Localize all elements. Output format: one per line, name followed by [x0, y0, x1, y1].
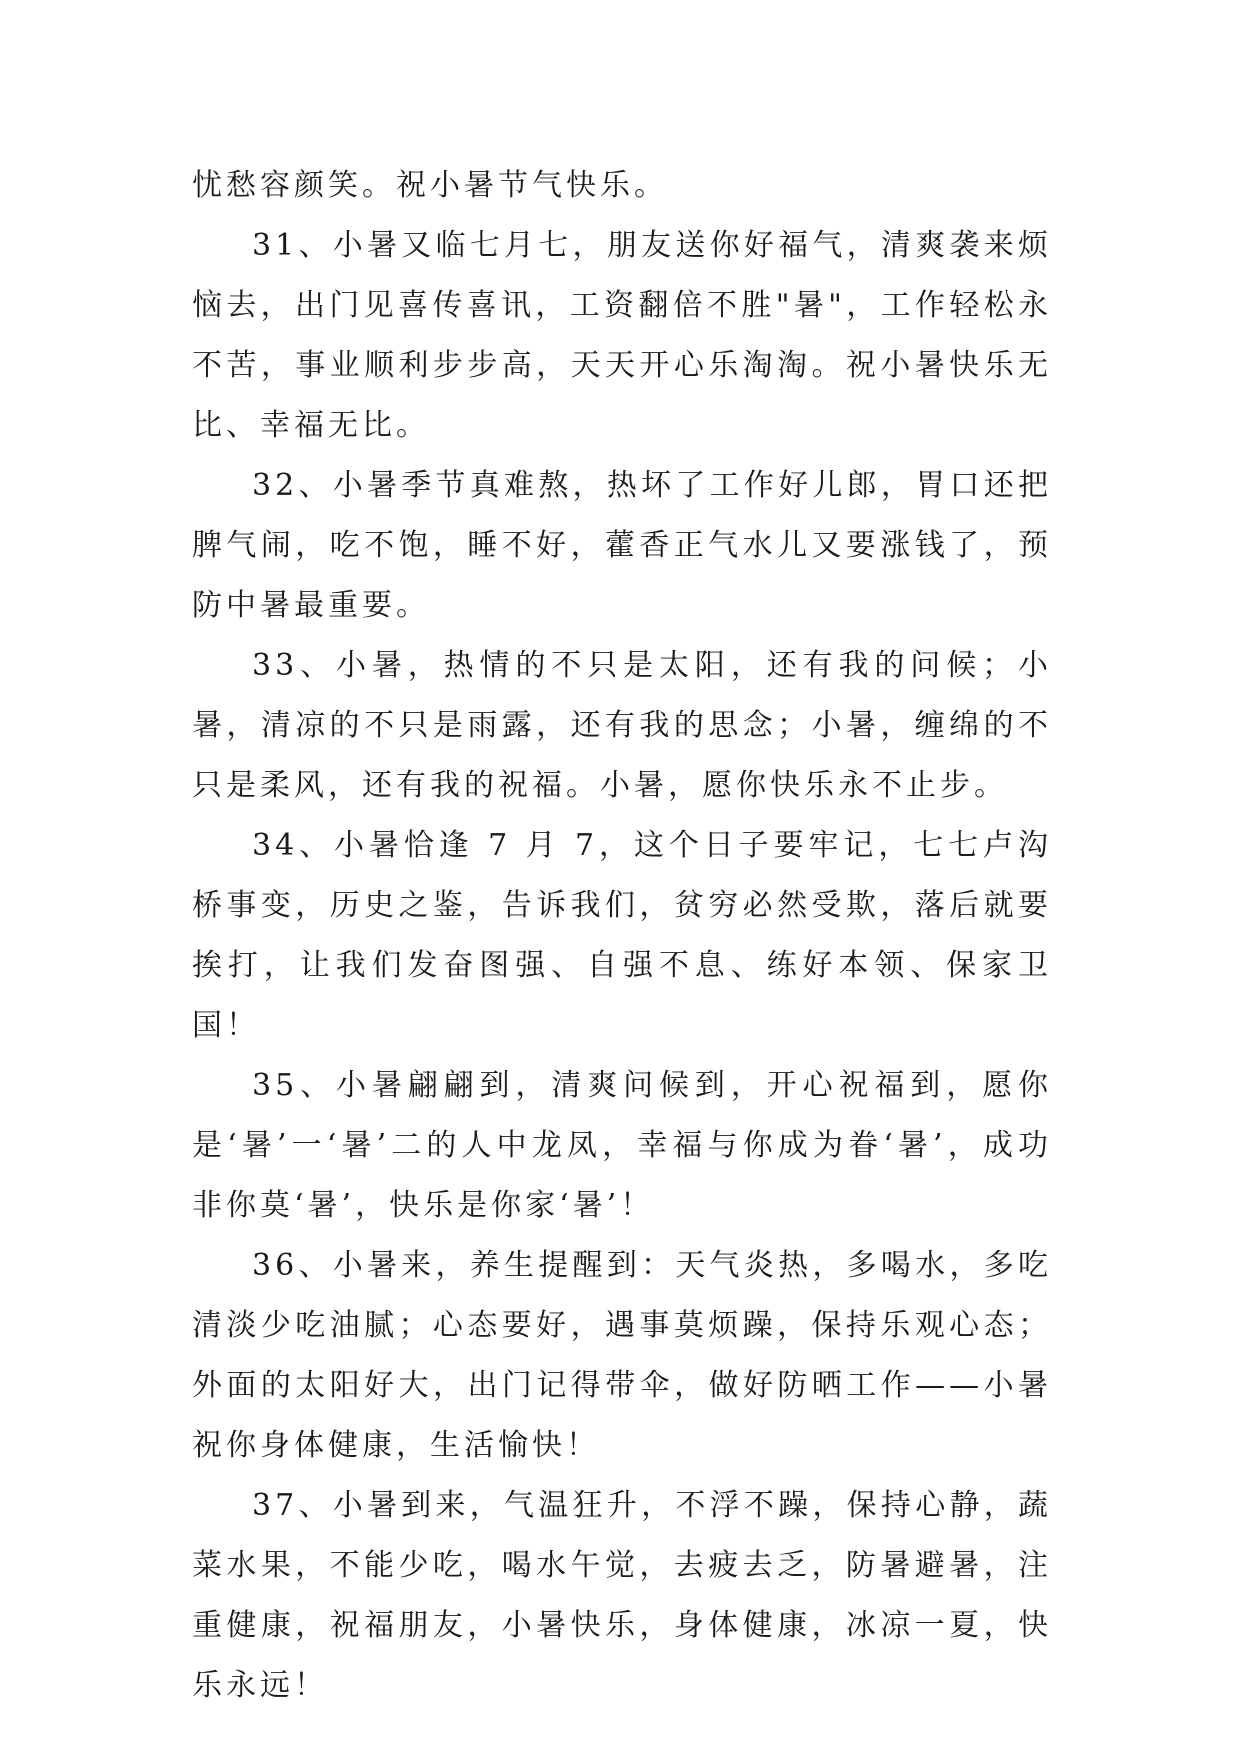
paragraph-31: 31、小暑又临七月七，朋友送你好福气，清爽袭来烦恼去，出门见喜传喜讯，工资翻倍不胜"暑"，工作轻松永不苦，事业顺利步步高，天天开心乐淘淘。祝小暑快乐无比、幸福无比。: [192, 228, 1052, 443]
paragraph-33: 33、小暑，热情的不只是太阳，还有我的问候；小暑，清凉的不只是雨露，还有我的思念；小暑，缠绵的不只是柔风，还有我的祝福。小暑，愿你快乐永不止步。: [192, 648, 1052, 803]
paragraph-36: 36、小暑来，养生提醒到：天气炎热，多喝水，多吃清淡少吃油腻；心态要好，遇事莫烦躁，保持乐观心态；外面的太阳好大，出门记得带伞，做好防晒工作——小暑祝你身体健康，生活愉快！: [192, 1248, 1052, 1463]
paragraph-34: 34、小暑恰逢 7 月 7，这个日子要牢记，七七卢沟桥事变，历史之鉴，告诉我们，贫穷必然受欺，落后就要挨打，让我们发奋图强、自强不息、练好本领、保家卫国！: [192, 828, 1052, 1043]
paragraph-32: 32、小暑季节真难熬，热坏了工作好儿郎，胃口还把脾气闹，吃不饱，睡不好，藿香正气水儿又要涨钱了，预防中暑最重要。: [192, 468, 1052, 623]
paragraph-37: 37、小暑到来，气温狂升，不浮不躁，保持心静，蔬菜水果，不能少吃，喝水午觉，去疲去乏，防暑避暑，注重健康，祝福朋友，小暑快乐，身体健康，冰凉一夏，快乐永远！: [192, 1488, 1052, 1703]
paragraph-continuation: 忧愁容颜笑。祝小暑节气快乐。: [192, 168, 668, 203]
document-body: [192, 156, 1052, 1716]
paragraph-35: 35、小暑翩翩到，清爽问候到，开心祝福到，愿你是‘暑’一‘暑’二的人中龙凤，幸福与你成为眷‘暑’，成功非你莫‘暑’，快乐是你家‘暑’！: [192, 1068, 1052, 1223]
